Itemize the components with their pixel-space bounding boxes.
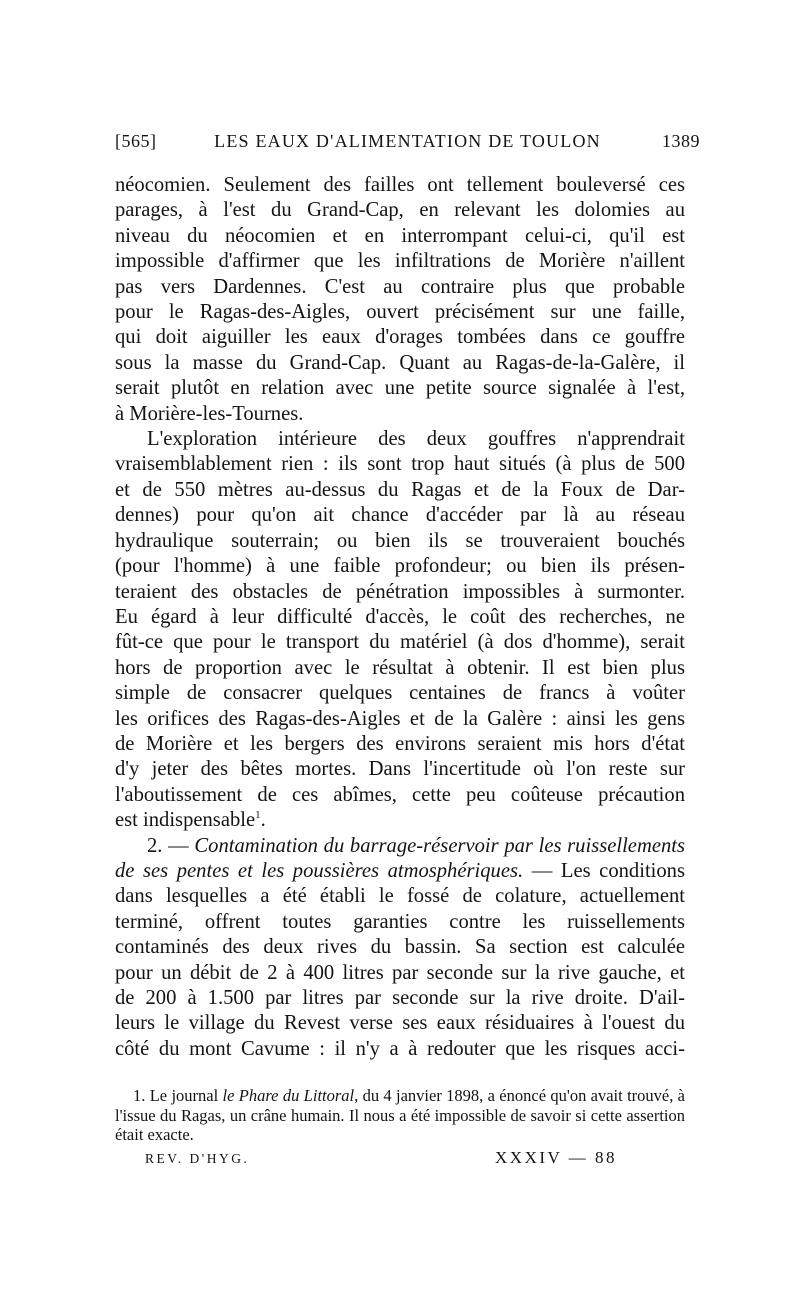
text-line: sous la masse du Grand-Cap. Quant au Ragas-de-la-Galère, il [115,351,685,374]
footnote-reference: 1 [255,809,261,822]
paragraph-3 [115,834,685,1063]
text-line: fût-ce que pour le transport du matériel (à dos d'homme), serait [115,631,685,654]
paragraph-1 [115,173,685,427]
footnote-journal-title: le Phare du Littoral [222,1086,355,1105]
text-line: serait plutôt en relation avec une petite source signalée à l'est, [115,377,685,400]
text-line: terminé, offrent toutes garanties contre les ruissellements [115,910,685,933]
section-number: 2. — [147,834,189,857]
text-line: impossible d'affirmer que les infiltrations de Morière n'aillent [115,250,685,273]
text-line: à Morière-les-Tournes. [115,402,304,425]
text-line: de Morière et les bergers des environs seraient mis hors d'état [115,732,685,755]
text-line: d'y jeter des bêtes mortes. Dans l'incertitude où l'on reste sur [115,758,685,781]
text-line: pas vers Dardennes. C'est au contraire plus que probable [115,275,685,298]
footnote-marker: 1. [133,1086,146,1105]
text-line: néocomien. Seulement des failles ont tellement bouleversé ces [115,174,685,196]
text-line: de 200 à 1.500 par litres par seconde sur la rive droite. D'ail- [115,987,685,1009]
signature-left: REV. D'HYG. [145,1151,250,1166]
text-line: parages, à l'est du Grand-Cap, en relevant les dolomies au [115,199,685,222]
paragraph-2 [115,427,685,834]
text-line: côté du mont Cavume : il n'y a à redouter que les risques acci- [115,1037,685,1060]
text-line: (pour l'homme) à une faible profondeur; ou bien ils présen- [115,555,685,578]
text-line: hydraulique souterrain; ou bien ils se trouveraient bouchés [115,529,685,552]
text-line: pour un débit de 2 à 400 litres par seconde sur la rive gauche, et [115,961,685,984]
text-line: et de 550 mètres au-dessus du Ragas et de la Foux de Dar- [115,478,685,501]
text-line: dennes) pour qu'on ait chance d'accéder par là au réseau [115,504,685,527]
header-title: LES EAUX D'ALIMENTATION DE TOULON [214,131,601,151]
footnote [115,1086,685,1145]
section-title-cont: de ses pentes et les poussières atmosphériques. [115,859,524,882]
text-line: Eu égard à leur difficulté d'accès, le coût des recherches, ne [115,605,685,628]
text-line: contaminés des deux rives du bassin. Sa section est calculée [115,936,685,959]
text-fragment: est indispensable [115,809,256,832]
page-number: 1389 [662,131,700,151]
body-text [115,173,685,1062]
footnote-text: Le journal [149,1086,219,1105]
signature-right: XXXIV — 88 [495,1148,617,1167]
footnote-text-rest: , du 4 janvier 1898, a énoncé qu'on avait trouvé, à l'issue du Ragas, un crâne humain. Il nous a été impossible de savoir si cette assertion était exacte. [115,1086,686,1144]
text-line: niveau du néocomien et en interrompant celui-ci, qu'il est [115,224,685,247]
signature-line [145,1148,617,1172]
text-line: vraisemblablement rien : ils sont trop haut situés (à plus de 500 [115,453,685,476]
text-fragment: . [260,809,266,832]
text-fragment: — Les conditions [531,859,685,882]
text-line: teraient des obstacles de pénétration impossibles à surmonter. [115,580,685,603]
text-line: l'aboutissement de ces abîmes, cette peu coûteuse précaution [115,783,685,806]
text-line: pour le Ragas-des-Aigles, ouvert précisément sur une faille, [115,301,685,324]
text-line [115,834,685,859]
text-line: qui doit aiguiller les eaux d'orages tombées dans ce gouffre [115,326,685,349]
text-line [115,859,685,884]
text-line: les orifices des Ragas-des-Aigles et de la Galère : ainsi les gens [115,707,685,730]
text-line: simple de consacrer quelques centaines de francs à voûter [115,682,685,705]
text-line: hors de proportion avec le résultat à obtenir. Il est bien plus [115,656,685,679]
text-line: L'exploration intérieure des deux gouffres n'apprendrait [147,428,685,451]
running-header [115,131,700,159]
text-line: dans lesquelles a été établi le fossé de colature, actuellement [115,885,685,908]
section-title: Contamination du barrage-réservoir par les ruissellements [194,834,685,857]
header-reference: [565] [115,131,157,151]
text-line: leurs le village du Revest verse ses eaux résiduaires à l'ouest du [115,1012,685,1035]
text-line [115,808,685,833]
